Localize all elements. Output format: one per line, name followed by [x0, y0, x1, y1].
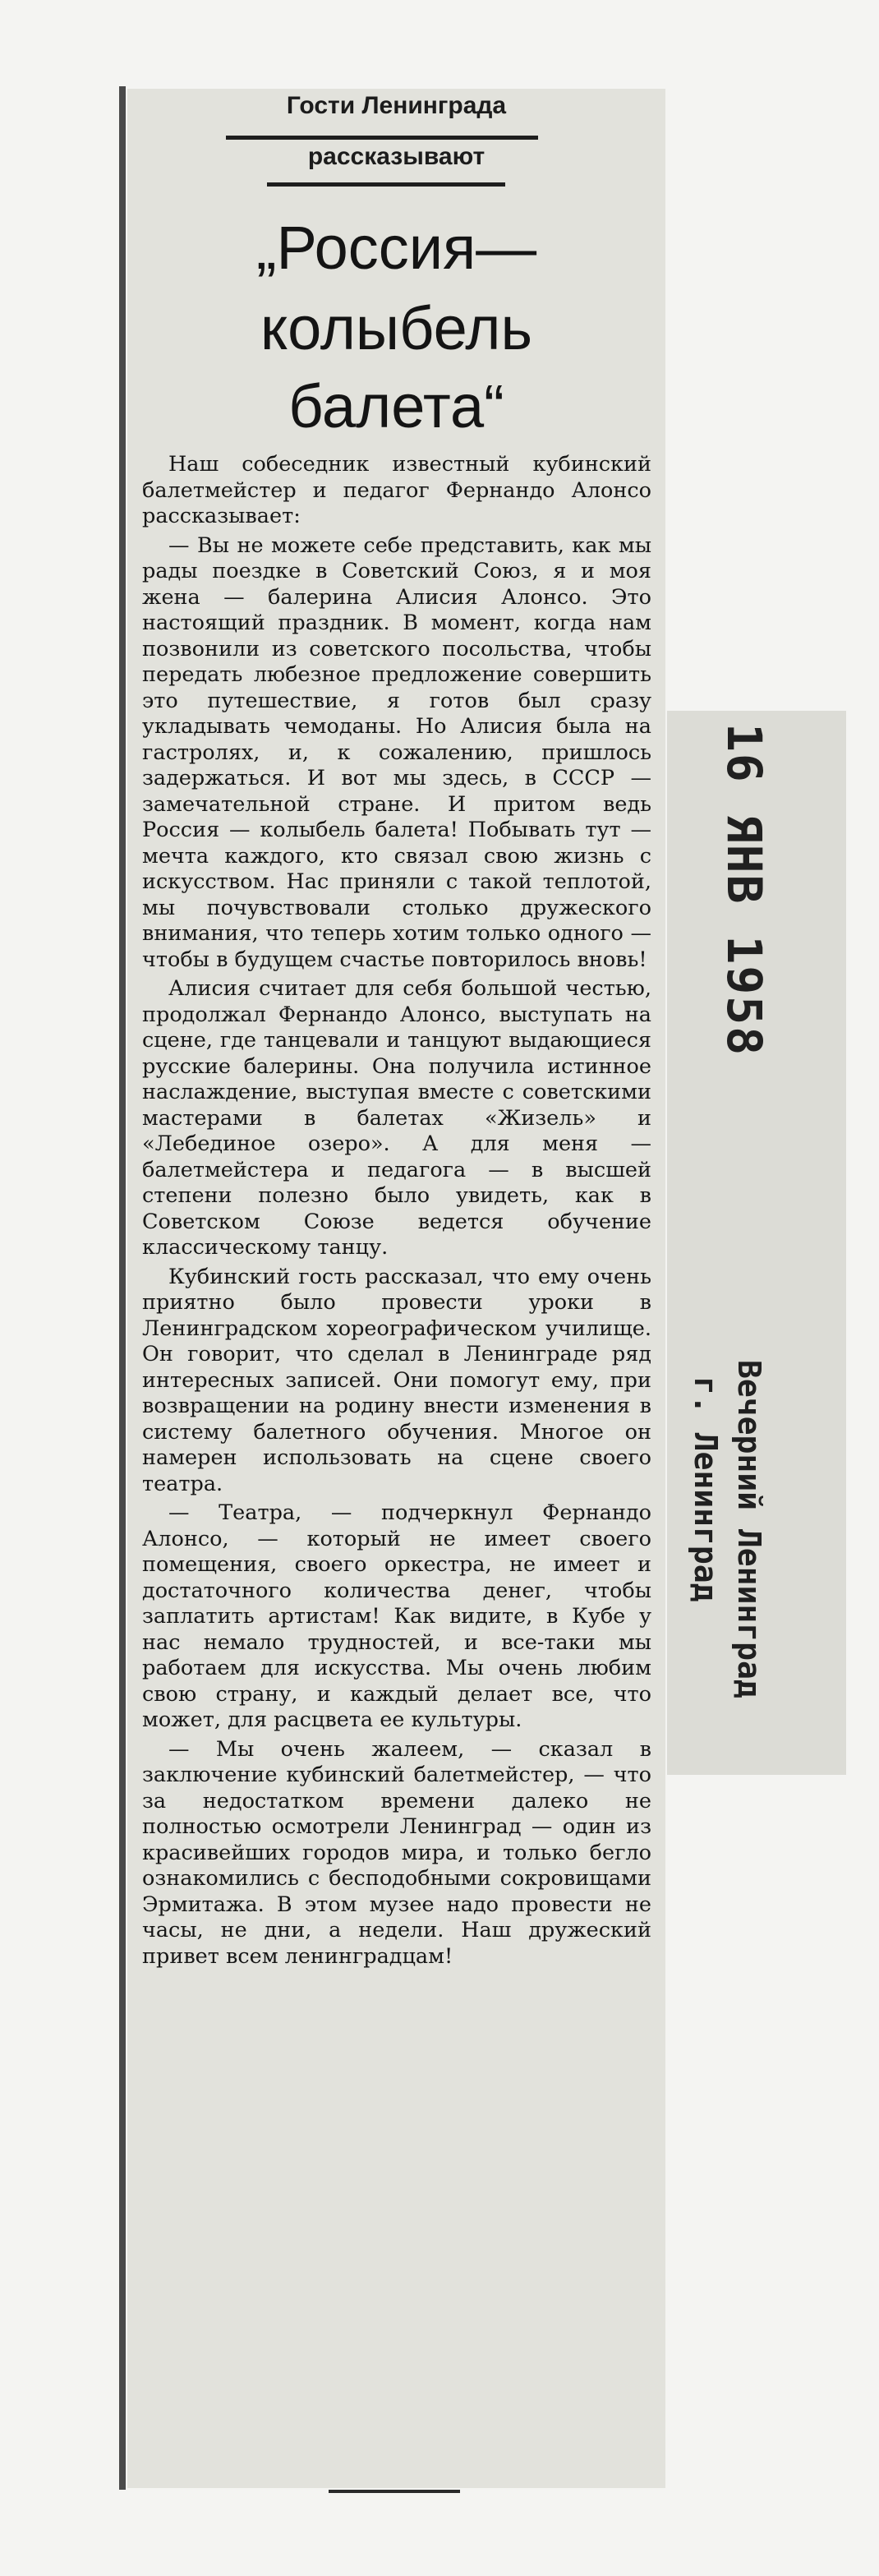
- article-paragraph: Алисия считает для себя большой честью, продолжал Фернандо Алонсо, выступать на сцене, где танцевали и танцуют выдающиеся русские балерины. Она получила истинное наслаждение, выступая вместе с советскими мастерами в балетах «Жизель» и «Лебединое озеро». А для меня — балетмейстера и педагога — в высшей степени полезно было увидеть, как в Советском Союзе ведется обучение классическому танцу.: [142, 976, 651, 1260]
- article-paragraph: Наш собеседник известный кубинский балетмейстер и педагог Фернандо Алонсо рассказывает:: [142, 452, 651, 528]
- article-paragraph: Кубинский гость рассказал, что ему очень приятно было провести уроки в Ленинградском хореографическом училище. Он говорит, что сделал в Ленинграде ряд интересных записей. Они помогут ему, при возвращении на родину внести изменения в систему балетного обучения. Многое он намерен использовать на сцене своего театра.: [142, 1264, 651, 1496]
- archive-stamp-strip: [667, 711, 846, 1775]
- article-paragraph: — Театра, — подчеркнул Фернандо Алонсо, — который не имеет своего помещения, своего оркестра, не имеет и достаточного количества денег, чтобы заплатить артистам! Как видите, в Кубе у нас немало трудностей, и все-таки мы работаем для искусства. Мы очень любим свою страну, и каждый делает все, что может, для расцвета ее культуры.: [142, 1500, 651, 1732]
- header-rule-top: [226, 136, 538, 140]
- header-rule-bottom: [267, 182, 505, 187]
- rubric-line-1: Гости Ленинграда: [286, 92, 507, 119]
- article-paragraph: — Мы очень жалеем, — сказал в заключение кубинский балетмейстер, — что за недостатком времени далеко не полностью осмотрели Ленинград — один из красивейших городов мира, и только бегло ознакомились с бесподобными сокровищами Эрмитажа. В этом музее надо провести не часы, не дни, а недели. Наш дружеский привет всем ленинградцам!: [142, 1736, 651, 1969]
- stamp-date: 16 ЯНВ 1958: [716, 723, 772, 1058]
- rubric-line-2: рассказывают: [307, 143, 486, 170]
- article-title-line-1: „Россия—: [255, 214, 537, 282]
- article-title-line-2: колыбель: [260, 294, 533, 362]
- stamp-city: г. Ленинград: [688, 1376, 724, 1602]
- article-paragraph: — Вы не можете себе представить, как мы рады поездке в Советский Союз, я и моя жена — балерина Алисия Алонсо. Это настоящий праздник. В момент, когда нам позвонили из советского посольства, чтобы передать любезное предложение совершить это путешествие, я готов был сразу укладывать чемоданы. Но Алисия была на гастролях, и, к сожалению, пришлось задержаться. И вот мы здесь, в СССР — замечательной стране. И притом ведь Россия — колыбель балета! Побывать тут — мечта каждого, кто связал свою жизнь с искусством. Нас приняли с такой теплотой, мы почувствовали столько дружеского внимания, что теперь хотим только одного — чтобы в будущем счастье повторилось вновь!: [142, 532, 651, 972]
- article-title-line-3: балета“: [288, 372, 504, 440]
- stamp-newspaper-name: Вечерний Ленинград: [731, 1360, 767, 1698]
- article-body: [142, 452, 651, 1973]
- article-end-rule: [329, 2490, 460, 2493]
- clipping-shadow-edge: [119, 86, 126, 2490]
